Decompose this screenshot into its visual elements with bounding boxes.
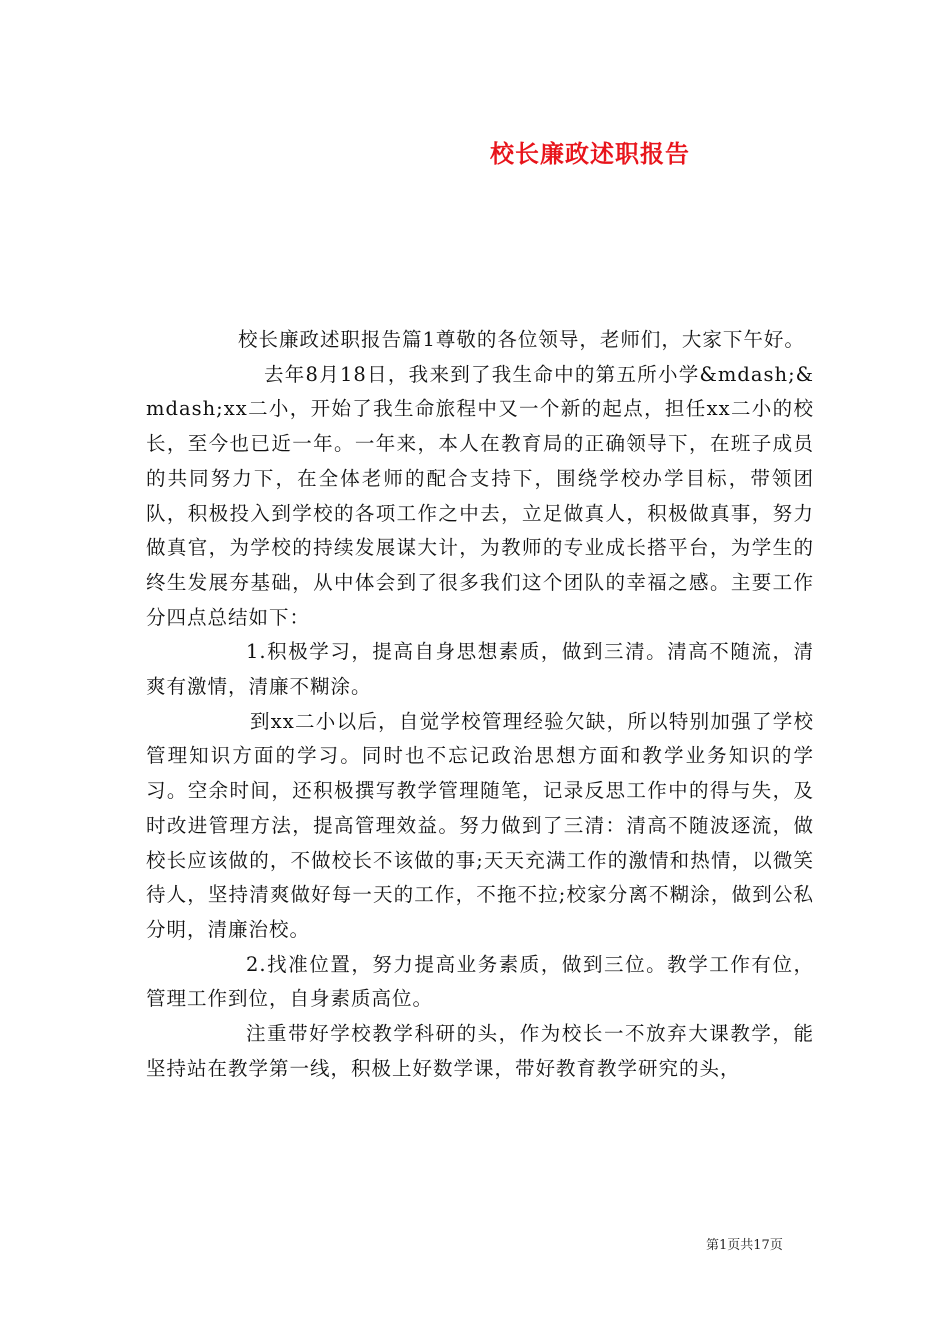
paragraph-point-1-detail: 到xx二小以后，自觉学校管理经验欠缺，所以特别加强了学校管理知识方面的学习。同时也不忘记政治思想方面和教学业务知识的学习。空余时间，还积极撰写教学管理随笔，记录反思工作中的得与失，及时改进管理方法，提高管理效益。努力做到了三清：清高不随波逐流，做校长应该做的，不做校长不该做的事;天天充满工作的激情和热情，以微笑待人，坚持清爽做好每一天的工作，不拖不拉;校家分离不糊涂，做到公私分明，清廉治校。 — [146, 709, 814, 941]
paragraph-point-2-heading: 2.找准位置，努力提高业务素质，做到三位。教学工作有位，管理工作到位，自身素质高位。 — [146, 952, 814, 1011]
paragraph-greeting: 校长廉政述职报告篇1尊敬的各位领导，老师们，大家下午好。 — [238, 328, 805, 351]
page-title: 校长廉政述职报告 — [490, 139, 690, 168]
paragraph-introduction: 去年8月18日，我来到了我生命中的第五所小学&mdash;&mdash;xx二小，开始了我生命旅程中又一个新的起点，担任xx二小的校长，至今也已近一年。一年来，本人在教育局的正确领导下，在班子成员的共同努力下，在全体老师的配合支持下，围绕学校办学目标，带领团队，积极投入到学校的各项工作之中去，立足做真人，积极做真事，努力做真官，为学校的持续发展谋大计，为教师的专业成长搭平台，为学生的终生发展夯基础，从中体会到了很多我们这个团队的幸福之感。主要工作分四点总结如下： — [146, 362, 814, 629]
paragraph-point-2-detail: 注重带好学校教学科研的头，作为校长一不放弃大课教学，能坚持站在教学第一线，积极上好数学课，带好教育教学研究的头， — [146, 1022, 814, 1080]
report-body — [146, 323, 814, 1086]
paragraph-point-1-heading: 1.积极学习，提高自身思想素质，做到三清。清高不随流，清爽有激情，清廉不糊涂。 — [146, 640, 814, 699]
page-number: 第1页共17页 — [706, 1238, 783, 1253]
